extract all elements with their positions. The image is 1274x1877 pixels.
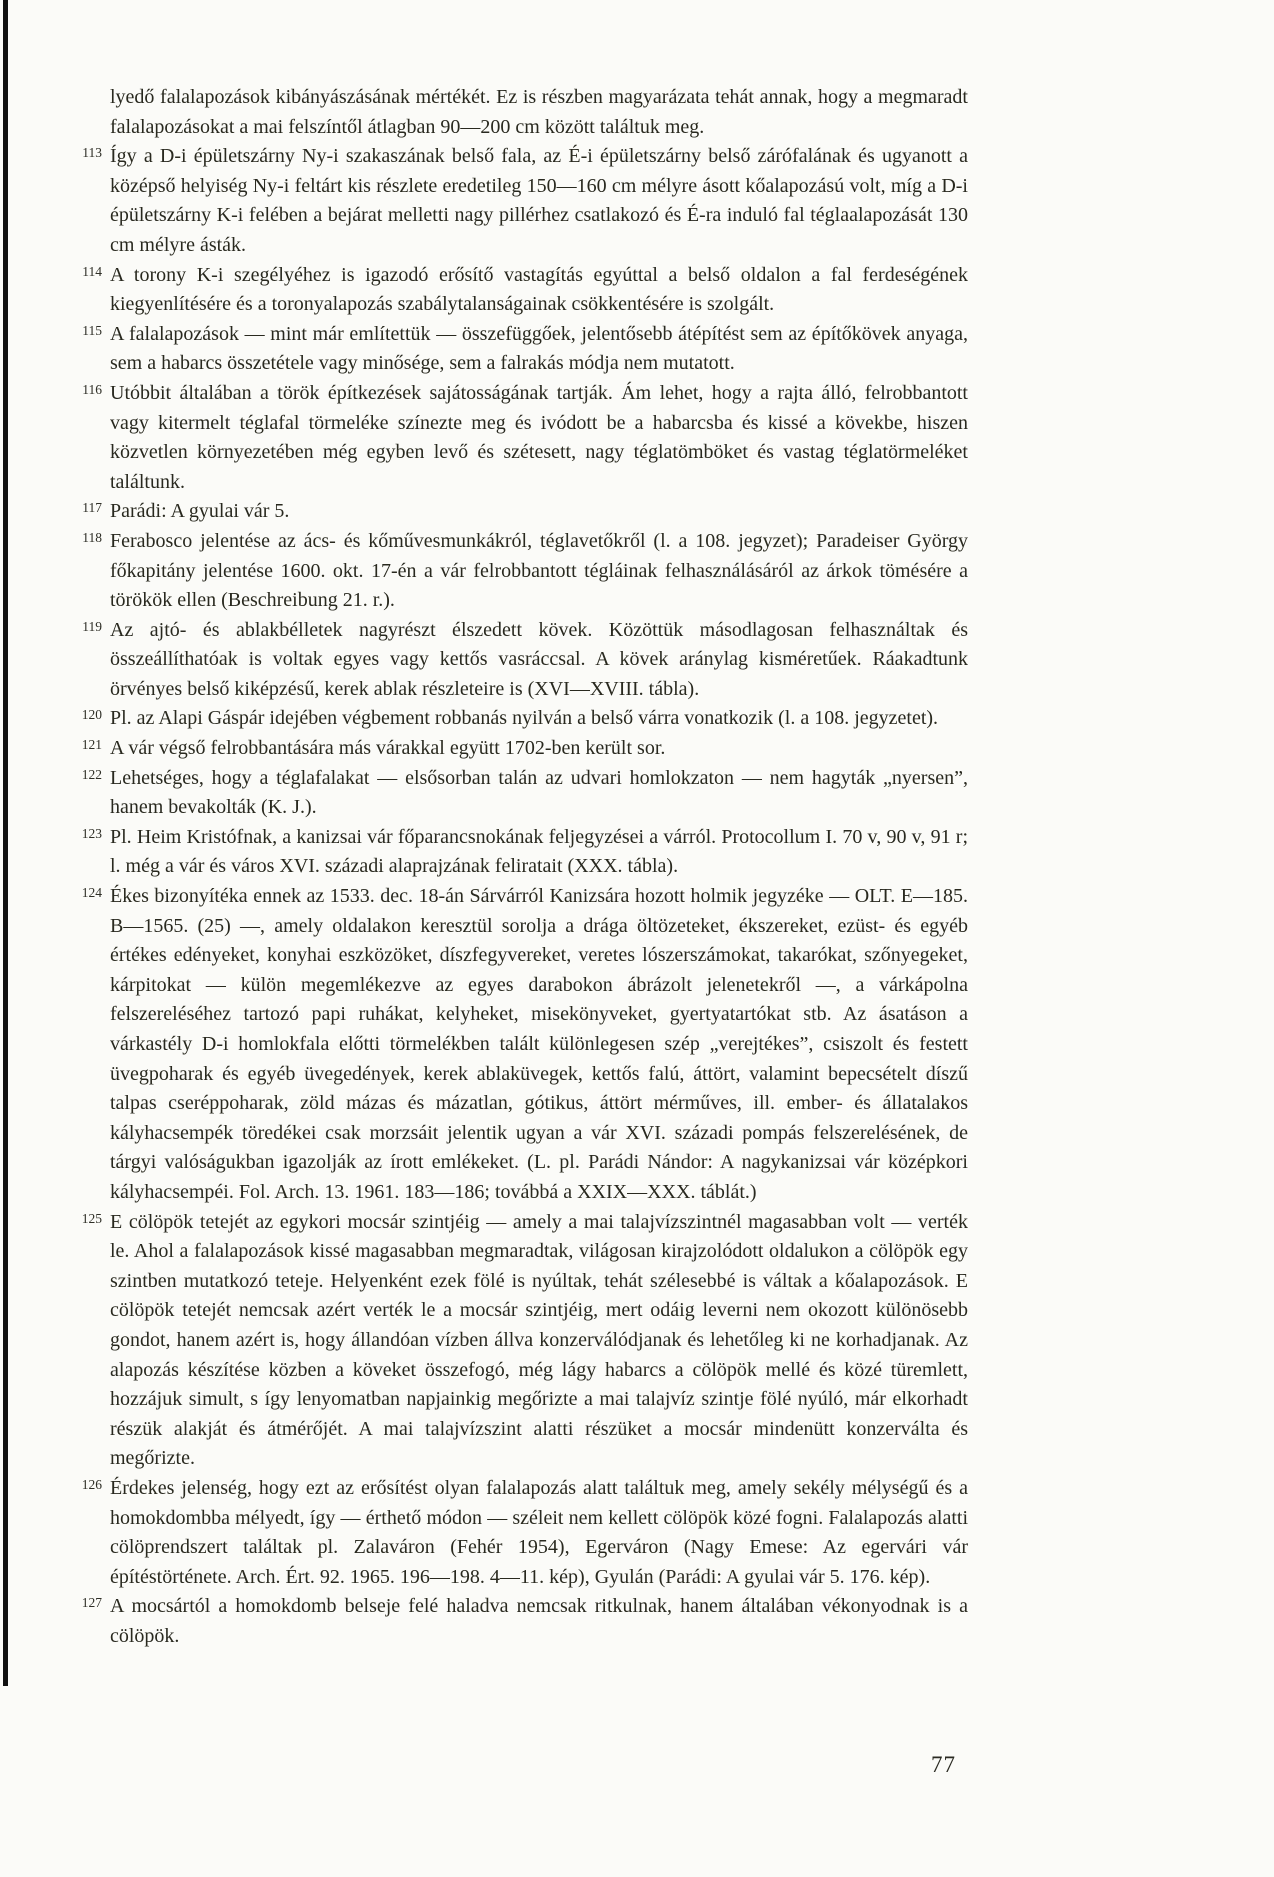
footnote-number: 118 [82,529,102,545]
page-left-edge-line [3,0,8,1686]
footnote-item [82,379,968,497]
footnote-item [81,734,968,764]
footnote-number: 115 [82,322,102,338]
footnote-item [82,497,968,527]
footnote-number: 124 [81,885,102,901]
footnote-item [81,1474,968,1592]
footnote-text: A mocsártól a homokdomb belseje felé haladva nemcsak ritkulnak, hanem általában vékonyodnak is a cölöpök. [110,1595,968,1647]
footnotes-list [81,142,968,1651]
footnote-text: A torony K-i szegélyéhez is igazodó erősítő vastagítás egyúttal a belső oldalon a fal ferdeségének kiegyenlítésére és a toronyalapozás szabálytalanságainak csökkentésére is szolgált. [110,263,968,316]
footnote-number: 126 [81,1476,102,1492]
footnotes-block [81,83,968,1651]
footnote-number: 114 [82,263,102,279]
footnote-item [81,1208,968,1474]
footnote-item [81,764,968,823]
footnote-number: 127 [81,1595,102,1611]
footnote-item [82,142,968,260]
footnote-text: Pl. az Alapi Gáspár idejében végbement robbanás nyilván a belső várra vonatkozik (l. a 108. jegyzetet). [110,707,939,730]
footnote-number: 113 [82,145,102,161]
footnote-text: Ferabosco jelentése az ács- és kőművesmunkákról, téglavetőkről (l. a 108. jegyzet); Paradeiser György főkapitány jelentése 1600. okt. 17-én a vár felrobbantott tégláinak felhasználásáról az árkok tömésére a törökök ellen (Beschreibung 21. r.). [110,529,968,612]
page-number: 77 [931,1752,956,1777]
footnote-item [81,1592,968,1651]
footnote-item [82,527,968,616]
footnote-text: E cölöpök tetejét az egykori mocsár szintjéig — amely a mai talajvízszintnél magasabban volt — verték le. Ahol a falalapozások kissé magasabban megmaradtak, világosan kirajzolódott oldalukon a cölöpök egy szintben mutatkozó teteje. Helyenként ezek fölé is nyúltak, tehát szélesebbé is váltak a kőalapozások. E cölöpök tetejét nemcsak azért verték le a mocsár szintjéig, mert odáig leverni nem okozott különösebb gondot, hanem azért is, hogy állandóan vízben állva konzerválódjanak és lehetőleg ki ne korhadjanak. Az alapozás készítése közben a köveket összefogó, még lágy habarcs a cölöpök mellé és közé türemlett, hozzájuk simult, s így lenyomatban napjainkig megőrizte a mai talajvíz szintje fölé nyúló, már elkorhadt részük alakját és átmérőjét. A mai talajvízszint alatti részüket a mocsár mindenütt konzerválta és megőrizte. [110,1210,968,1470]
footnote-number: 117 [82,500,102,516]
footnote-number: 121 [81,737,102,753]
footnote-number: 125 [81,1210,102,1226]
footnote-number: 122 [81,766,102,782]
footnote-number: 120 [81,707,102,723]
footnote-text: Így a D-i épületszárny Ny-i szakaszának belső fala, az É-i épületszárny belső zárófalának és ugyanott a középső helyiség Ny-i feltárt kis részlete eredetileg 150—160 cm mélyre ásott kőalapozású volt, míg a D-i épületszárny K-i felében a bejárat melletti nagy pillérhez csatlakozó és É-ra induló fal téglaalapozását 130 cm mélyre ásták. [110,145,968,256]
footnote-text: A vár végső felrobbantására más várakkal együtt 1702-ben került sor. [110,737,666,760]
continuation-paragraph: lyedő falalapozások kibányászásának mértékét. Ez is részben magyarázata tehát annak, hogy a megmaradt falalapozásokat a mai felszíntől átlagban 90—200 cm között találtuk meg. [110,86,968,138]
footnote-text: Lehetséges, hogy a téglafalakat — elsősorban talán az udvari homlokzaton — nem hagyták „nyersen”, hanem bevakolták (K. J.). [110,766,968,819]
footnote-text: Ékes bizonyítéka ennek az 1533. dec. 18-án Sárvárról Kanizsára hozott holmik jegyzéke — OLT. E—185. B—1565. (25) —, amely oldalakon keresztül sorolja a drága öltözeteket, ékszereket, ezüst- és egyéb értékes edényeket, konyhai eszközöket, díszfegyvereket, veretes lószerszámokat, takarókat, szőnyegeket, kárpitokat — külön megemlékezve az egyes darabokon ábrázolt jelenetekről —, a várkápolna felszereléséhez tartozó papi ruhákat, kelyheket, misekönyveket, gyertyatartókat stb. Az ásatáson a várkastély D-i homlokfala előtti törmelékben talált különlegesen szép „verejtékes”, csiszolt és festett üvegpoharak és egyéb üvegedények, kerek ablaküvegek, kettős falú, áttört, valamint bepecsételt díszű talpas cseréppoharak, zöld mázas és mázatlan, gótikus, áttört mérműves, ill. ember- és állatalakos kályhacsempék töredékei csak morzsáit jelentik ugyan a vár XVI. századi pompás felszerelésének, de tárgyi valóságukban igazolják az írott emlékeket. (L. pl. Parádi Nándor: A nagykanizsai vár középkori kályhacsempéi. Fol. Arch. 13. 1961. 183—186; továbbá a XXIX—XXX. táblát.) [110,885,968,1203]
footnote-text: Parádi: A gyulai vár 5. [110,500,290,523]
footnote-number: 119 [82,618,102,634]
footnote-number: 123 [81,825,102,841]
footnote-item [81,882,968,1208]
footnote-number: 116 [82,381,102,397]
footnote-text: Pl. Heim Kristófnak, a kanizsai vár főparancsnokának feljegyzései a várról. Protocollum I. 70 v, 90 v, 91 r; l. még a vár és város XVI. századi alaprajzának feliratait (XXX. tábla). [110,825,968,878]
footnote-item [81,704,968,734]
footnote-item [82,261,968,320]
footnote-text: Az ajtó- és ablakbélletek nagyrészt élszedett kövek. Közöttük másodlagosan felhasználtak és összeállíthatóak is voltak egyes vagy kettős vasráccsal. A kövek aránylag kisméretűek. Ráakadtunk örvényes belső kiképzésű, kerek ablak részleteire is (XVI—XVIII. tábla). [110,618,968,700]
footnote-item [82,320,968,379]
footnote-text: Utóbbit általában a török építkezések sajátosságának tartják. Ám lehet, hogy a rajta álló, felrobbantott vagy kitermelt téglafal törmeléke színezte meg és ivódott be a habarcsba és kissé a kövekbe, hiszen közvetlen környezetében még egyben levő és szétesett, nagy téglatömböket és vastag téglatörmeléket találtunk. [110,381,968,493]
footnote-item [81,823,968,882]
footnote-text: A falalapozások — mint már említettük — összefüggőek, jelentősebb átépítést sem az építőkövek anyaga, sem a habarcs összetétele vagy minősége, sem a falrakás módja nem mutatott. [110,322,968,375]
footnote-text: Érdekes jelenség, hogy ezt az erősítést olyan falalapozás alatt találtuk meg, amely sekély mélységű és a homokdombba mélyedt, így — érthető módon — széleit nem kellett cölöpök közé fogni. Falalapozás alatti cölöprendszert találtak pl. Zalaváron (Fehér 1954), Egerváron (Nagy Emese: Az egervári vár építéstörténete. Arch. Ért. 92. 1965. 196—198. 4—11. kép), Gyulán (Parádi: A gyulai vár 5. 176. kép). [110,1476,968,1588]
footnote-item [82,616,968,705]
